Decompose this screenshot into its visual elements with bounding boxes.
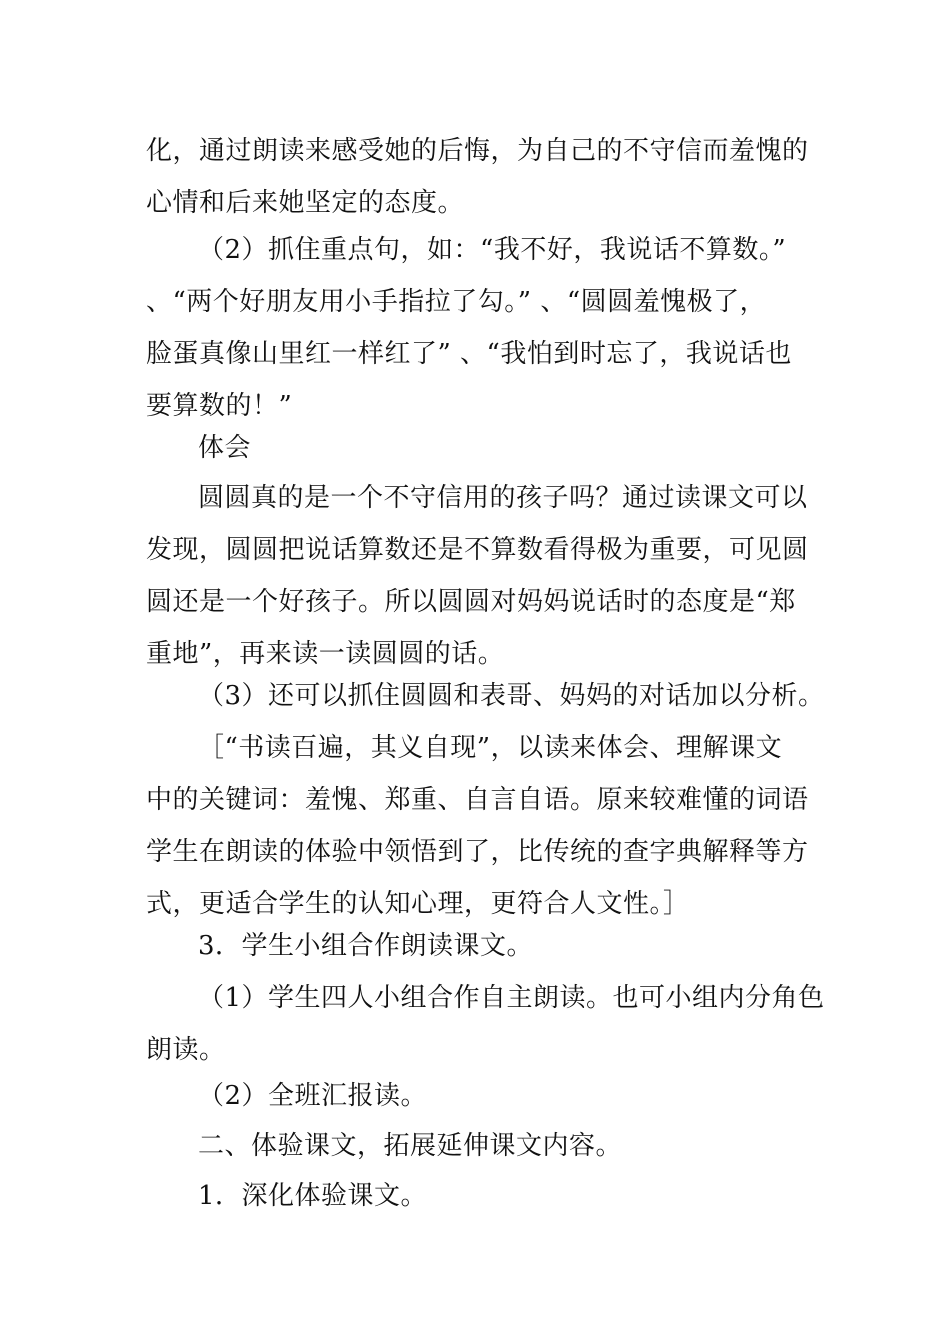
paragraph-commentary bbox=[146, 722, 810, 930]
text-line: （2）全班汇报读。 bbox=[198, 1081, 428, 1111]
text-line: 式，更适合学生的认知心理，更符合人文性。］ bbox=[146, 889, 690, 919]
paragraph-continuation bbox=[146, 125, 810, 229]
paragraph-key-sentences bbox=[146, 224, 810, 432]
text-line: 发现，圆圆把说话算数还是不算数看得极为重要，可见圆 bbox=[146, 535, 809, 565]
text-line: 化，通过朗读来感受她的后悔，为自己的不守信而羞愧的 bbox=[146, 136, 809, 166]
paragraph-group-detail bbox=[146, 972, 825, 1076]
text-line: 脸蛋真像山里红一样红了” 、“我怕到时忘了，我说话也 bbox=[146, 339, 792, 369]
text-line: （3）还可以抓住圆圆和表哥、妈妈的对话加以分析。 bbox=[198, 681, 825, 711]
subsection-heading-one bbox=[146, 1170, 810, 1222]
text-line: 学生在朗读的体验中领悟到了，比传统的查字典解释等方 bbox=[146, 837, 809, 867]
section-heading-two bbox=[146, 1120, 810, 1172]
text-line: （1）学生四人小组合作自主朗读。也可小组内分角色 bbox=[198, 983, 825, 1013]
text-line: 心情和后来她坚定的态度。 bbox=[146, 188, 465, 218]
paragraph-analysis bbox=[146, 472, 810, 680]
text-line: 二、体验课文，拓展延伸课文内容。 bbox=[198, 1131, 623, 1161]
text-line: 朗读。 bbox=[146, 1035, 226, 1065]
text-line: 圆圆真的是一个不守信用的孩子吗？通过读课文可以 bbox=[198, 483, 808, 513]
paragraph-class-report bbox=[146, 1070, 810, 1122]
text-line: ［“书读百遍，其义自现”，以读来体会、理解课文 bbox=[198, 733, 783, 763]
text-line: 中的关键词：羞愧、郑重、自言自语。原来较难懂的词语 bbox=[146, 785, 809, 815]
text-line: 圆还是一个好孩子。所以圆圆对妈妈说话时的态度是“郑 bbox=[146, 587, 796, 617]
text-line: 3．学生小组合作朗读课文。 bbox=[198, 931, 534, 961]
text-line: 1．深化体验课文。 bbox=[198, 1181, 428, 1211]
text-line: 重地”，再来读一读圆圆的话。 bbox=[146, 639, 505, 669]
paragraph-heading-tihui bbox=[146, 422, 810, 474]
paragraph-dialogue-analysis bbox=[146, 670, 825, 722]
text-line: 、“两个好朋友用小手指拉了勾。” 、“圆圆羞愧极了， bbox=[146, 287, 767, 317]
text-line: （2）抓住重点句，如：“我不好，我说话不算数。” bbox=[198, 235, 787, 265]
text-line: 要算数的！” bbox=[146, 391, 293, 421]
paragraph-group-reading bbox=[146, 920, 810, 972]
text-line: 体会 bbox=[198, 433, 252, 463]
